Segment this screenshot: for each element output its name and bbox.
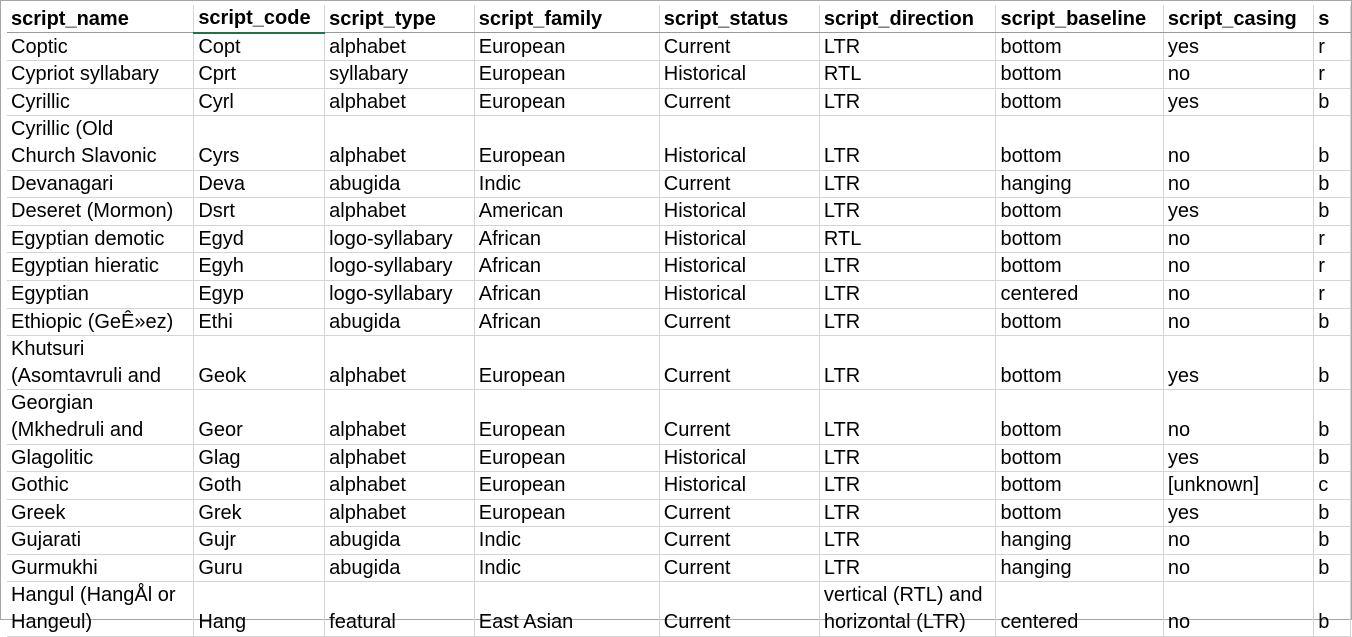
- cell-script_family[interactable]: American: [474, 198, 659, 226]
- cell-script_type[interactable]: abugida: [325, 527, 475, 555]
- cell-script_name[interactable]: Egyptian demotic: [7, 225, 194, 253]
- cell-script_status[interactable]: Historical: [659, 280, 819, 308]
- cell-script_name[interactable]: Ethiopic (GeÊ»ez): [7, 308, 194, 336]
- cell-script_direction[interactable]: LTR: [819, 88, 996, 116]
- cell-script_code[interactable]: Cprt: [194, 61, 325, 89]
- table-row: [7, 390, 1351, 444]
- cell-script_casing[interactable]: no: [1163, 116, 1313, 170]
- cell-script_direction[interactable]: RTL: [819, 225, 996, 253]
- cell-script_name[interactable]: Georgian (Mkhedruli and: [7, 390, 194, 444]
- cell-script_name[interactable]: Deseret (Mormon): [7, 198, 194, 226]
- cell-script_family[interactable]: European: [474, 336, 659, 390]
- cell-s[interactable]: r: [1314, 225, 1351, 253]
- cell-script_family[interactable]: African: [474, 253, 659, 281]
- cell-script_name[interactable]: Cypriot syllabary: [7, 61, 194, 89]
- cell-script_baseline[interactable]: bottom: [996, 116, 1163, 170]
- cell-script_casing[interactable]: no: [1163, 390, 1313, 444]
- cell-script_family[interactable]: European: [474, 444, 659, 472]
- table-row: [7, 88, 1351, 116]
- cell-script_status[interactable]: Current: [659, 582, 819, 636]
- cell-script_casing[interactable]: [unknown]: [1163, 472, 1313, 500]
- cell-script_status[interactable]: Historical: [659, 472, 819, 500]
- cell-script_status[interactable]: Current: [659, 33, 819, 61]
- cell-s[interactable]: r: [1314, 61, 1351, 89]
- cell-script_direction[interactable]: LTR: [819, 170, 996, 198]
- cell-s[interactable]: b: [1314, 88, 1351, 116]
- cell-script_type[interactable]: abugida: [325, 170, 475, 198]
- cell-script_type[interactable]: alphabet: [325, 33, 475, 61]
- cell-script_baseline[interactable]: bottom: [996, 88, 1163, 116]
- cell-script_baseline[interactable]: bottom: [996, 33, 1163, 61]
- cell-script_family[interactable]: European: [474, 390, 659, 444]
- cell-script_baseline[interactable]: bottom: [996, 225, 1163, 253]
- cell-script_code[interactable]: Egyd: [194, 225, 325, 253]
- cell-script_casing[interactable]: yes: [1163, 499, 1313, 527]
- cell-script_baseline[interactable]: bottom: [996, 390, 1163, 444]
- cell-script_type[interactable]: alphabet: [325, 198, 475, 226]
- cell-script_casing[interactable]: no: [1163, 61, 1313, 89]
- cell-script_family[interactable]: Indic: [474, 527, 659, 555]
- cell-script_status[interactable]: Historical: [659, 225, 819, 253]
- column-header-cell[interactable]: script_family: [474, 5, 659, 33]
- cell-script_type[interactable]: alphabet: [325, 336, 475, 390]
- cell-script_status[interactable]: Historical: [659, 116, 819, 170]
- cell-script_casing[interactable]: yes: [1163, 198, 1313, 226]
- cell-script_casing[interactable]: yes: [1163, 444, 1313, 472]
- cell-script_baseline[interactable]: bottom: [996, 499, 1163, 527]
- cell-s[interactable]: b: [1314, 499, 1351, 527]
- cell-script_family[interactable]: East Asian: [474, 582, 659, 636]
- column-header-cell[interactable]: script_baseline: [996, 5, 1163, 33]
- cell-script_name[interactable]: Egyptian hieratic: [7, 253, 194, 281]
- cell-script_family[interactable]: African: [474, 225, 659, 253]
- cell-script_name[interactable]: Cyrillic (Old Church Slavonic: [7, 116, 194, 170]
- cell-script_direction[interactable]: LTR: [819, 472, 996, 500]
- cell-s[interactable]: b: [1314, 308, 1351, 336]
- cell-script_family[interactable]: African: [474, 280, 659, 308]
- cell-script_status[interactable]: Historical: [659, 444, 819, 472]
- cell-script_direction[interactable]: LTR: [819, 253, 996, 281]
- cell-script_casing[interactable]: no: [1163, 527, 1313, 555]
- cell-script_code[interactable]: Glag: [194, 444, 325, 472]
- cell-script_name[interactable]: Gothic: [7, 472, 194, 500]
- cell-script_status[interactable]: Historical: [659, 198, 819, 226]
- cell-s[interactable]: r: [1314, 33, 1351, 61]
- cell-script_direction[interactable]: LTR: [819, 554, 996, 582]
- cell-script_code[interactable]: Geor: [194, 390, 325, 444]
- cell-script_name[interactable]: Glagolitic: [7, 444, 194, 472]
- cell-s[interactable]: b: [1314, 336, 1351, 390]
- cell-script_family[interactable]: African: [474, 308, 659, 336]
- cell-script_code[interactable]: Egyp: [194, 280, 325, 308]
- cell-script_code[interactable]: Guru: [194, 554, 325, 582]
- cell-script_direction[interactable]: LTR: [819, 116, 996, 170]
- cell-script_code[interactable]: Geok: [194, 336, 325, 390]
- cell-script_type[interactable]: syllabary: [325, 61, 475, 89]
- cell-script_status[interactable]: Current: [659, 170, 819, 198]
- cell-script_direction[interactable]: LTR: [819, 198, 996, 226]
- cell-script_direction[interactable]: LTR: [819, 308, 996, 336]
- table-row: [7, 280, 1351, 308]
- spreadsheet-grid: [7, 5, 1351, 637]
- column-header-cell[interactable]: s: [1314, 5, 1351, 33]
- cell-script_type[interactable]: abugida: [325, 554, 475, 582]
- cell-script_status[interactable]: Current: [659, 499, 819, 527]
- table-row: [7, 116, 1351, 170]
- cell-script_status[interactable]: Current: [659, 390, 819, 444]
- cell-script_status[interactable]: Historical: [659, 61, 819, 89]
- cell-script_casing[interactable]: no: [1163, 170, 1313, 198]
- cell-script_type[interactable]: abugida: [325, 308, 475, 336]
- table-row: [7, 61, 1351, 89]
- cell-script_casing[interactable]: no: [1163, 225, 1313, 253]
- table-row: [7, 472, 1351, 500]
- column-header-cell[interactable]: script_type: [325, 5, 475, 33]
- cell-script_casing[interactable]: no: [1163, 308, 1313, 336]
- cell-script_direction[interactable]: LTR: [819, 33, 996, 61]
- cell-script_family[interactable]: Indic: [474, 170, 659, 198]
- cell-s[interactable]: b: [1314, 444, 1351, 472]
- cell-script_family[interactable]: European: [474, 116, 659, 170]
- cell-script_direction[interactable]: LTR: [819, 336, 996, 390]
- cell-script_name[interactable]: Gurmukhi: [7, 554, 194, 582]
- column-header-cell[interactable]: script_status: [659, 5, 819, 33]
- cell-script_family[interactable]: European: [474, 472, 659, 500]
- cell-script_casing[interactable]: yes: [1163, 33, 1313, 61]
- table-row: [7, 308, 1351, 336]
- cell-script_type[interactable]: alphabet: [325, 499, 475, 527]
- table-row: [7, 444, 1351, 472]
- table-row: [7, 336, 1351, 390]
- cell-script_name[interactable]: Egyptian: [7, 280, 194, 308]
- cell-script_casing[interactable]: no: [1163, 253, 1313, 281]
- cell-script_baseline[interactable]: bottom: [996, 336, 1163, 390]
- cell-script_name[interactable]: Khutsuri (Asomtavruli and: [7, 336, 194, 390]
- column-header-cell[interactable]: script_name: [7, 5, 194, 33]
- cell-script_baseline[interactable]: centered: [996, 582, 1163, 636]
- column-header-cell[interactable]: script_direction: [819, 5, 996, 33]
- cell-script_casing[interactable]: no: [1163, 582, 1313, 636]
- cell-script_type[interactable]: alphabet: [325, 472, 475, 500]
- table-row: [7, 582, 1351, 636]
- cell-script_baseline[interactable]: bottom: [996, 472, 1163, 500]
- cell-script_code[interactable]: Goth: [194, 472, 325, 500]
- cell-script_baseline[interactable]: hanging: [996, 554, 1163, 582]
- cell-script_type[interactable]: alphabet: [325, 444, 475, 472]
- column-header-cell[interactable]: script_code: [194, 5, 325, 33]
- cell-script_baseline[interactable]: bottom: [996, 253, 1163, 281]
- cell-script_name[interactable]: Greek: [7, 499, 194, 527]
- cell-s[interactable]: b: [1314, 116, 1351, 170]
- cell-script_status[interactable]: Current: [659, 308, 819, 336]
- cell-script_family[interactable]: Indic: [474, 554, 659, 582]
- table-row: [7, 170, 1351, 198]
- table-row: [7, 33, 1351, 61]
- cell-script_baseline[interactable]: bottom: [996, 198, 1163, 226]
- cell-script_code[interactable]: Cyrs: [194, 116, 325, 170]
- cell-script_code[interactable]: Dsrt: [194, 198, 325, 226]
- cell-script_type[interactable]: alphabet: [325, 390, 475, 444]
- cell-script_code[interactable]: Ethi: [194, 308, 325, 336]
- cell-script_code[interactable]: Hang: [194, 582, 325, 636]
- cell-script_name[interactable]: Gujarati: [7, 527, 194, 555]
- cell-script_name[interactable]: Cyrillic: [7, 88, 194, 116]
- table-row: [7, 225, 1351, 253]
- cell-script_baseline[interactable]: hanging: [996, 170, 1163, 198]
- header-row: [7, 5, 1351, 33]
- cell-script_status[interactable]: Current: [659, 88, 819, 116]
- cell-script_code[interactable]: Cyrl: [194, 88, 325, 116]
- cell-script_code[interactable]: Gujr: [194, 527, 325, 555]
- cell-script_casing[interactable]: yes: [1163, 336, 1313, 390]
- cell-script_direction[interactable]: LTR: [819, 527, 996, 555]
- cell-script_family[interactable]: European: [474, 61, 659, 89]
- cell-script_family[interactable]: European: [474, 33, 659, 61]
- cell-script_family[interactable]: European: [474, 499, 659, 527]
- cell-script_type[interactable]: featural: [325, 582, 475, 636]
- cell-script_direction[interactable]: vertical (RTL) and horizontal (LTR): [819, 582, 996, 636]
- cell-script_direction[interactable]: LTR: [819, 499, 996, 527]
- cell-script_family[interactable]: European: [474, 88, 659, 116]
- cell-script_status[interactable]: Historical: [659, 253, 819, 281]
- cell-s[interactable]: b: [1314, 554, 1351, 582]
- cell-script_status[interactable]: Current: [659, 336, 819, 390]
- cell-script_direction[interactable]: LTR: [819, 280, 996, 308]
- column-header-cell[interactable]: script_casing: [1163, 5, 1313, 33]
- cell-script_name[interactable]: Coptic: [7, 33, 194, 61]
- cell-script_code[interactable]: Copt: [194, 33, 325, 61]
- cell-script_baseline[interactable]: bottom: [996, 61, 1163, 89]
- cell-script_status[interactable]: Current: [659, 554, 819, 582]
- cell-script_direction[interactable]: LTR: [819, 390, 996, 444]
- cell-script_type[interactable]: logo-syllabary: [325, 280, 475, 308]
- cell-script_baseline[interactable]: centered: [996, 280, 1163, 308]
- cell-script_baseline[interactable]: bottom: [996, 308, 1163, 336]
- cell-script_type[interactable]: logo-syllabary: [325, 253, 475, 281]
- cell-s[interactable]: b: [1314, 527, 1351, 555]
- cell-s[interactable]: r: [1314, 253, 1351, 281]
- cell-script_casing[interactable]: no: [1163, 554, 1313, 582]
- cell-s[interactable]: c: [1314, 472, 1351, 500]
- table-row: [7, 253, 1351, 281]
- cell-script_casing[interactable]: yes: [1163, 88, 1313, 116]
- cell-script_code[interactable]: Egyh: [194, 253, 325, 281]
- cell-script_type[interactable]: logo-syllabary: [325, 225, 475, 253]
- cell-script_baseline[interactable]: bottom: [996, 444, 1163, 472]
- cell-script_status[interactable]: Current: [659, 527, 819, 555]
- cell-script_type[interactable]: alphabet: [325, 88, 475, 116]
- cell-script_name[interactable]: Devanagari: [7, 170, 194, 198]
- cell-s[interactable]: b: [1314, 198, 1351, 226]
- cell-script_baseline[interactable]: hanging: [996, 527, 1163, 555]
- cell-s[interactable]: b: [1314, 390, 1351, 444]
- table-row: [7, 499, 1351, 527]
- cell-script_direction[interactable]: LTR: [819, 444, 996, 472]
- table-row: [7, 198, 1351, 226]
- cell-script_code[interactable]: Deva: [194, 170, 325, 198]
- cell-script_code[interactable]: Grek: [194, 499, 325, 527]
- table-row: [7, 554, 1351, 582]
- cell-script_direction[interactable]: RTL: [819, 61, 996, 89]
- cell-s[interactable]: r: [1314, 280, 1351, 308]
- cell-script_casing[interactable]: no: [1163, 280, 1313, 308]
- cell-s[interactable]: b: [1314, 170, 1351, 198]
- cell-script_name[interactable]: Hangul (HangÅl or Hangeul): [7, 582, 194, 636]
- cell-s[interactable]: b: [1314, 582, 1351, 636]
- cell-script_type[interactable]: alphabet: [325, 116, 475, 170]
- table-row: [7, 527, 1351, 555]
